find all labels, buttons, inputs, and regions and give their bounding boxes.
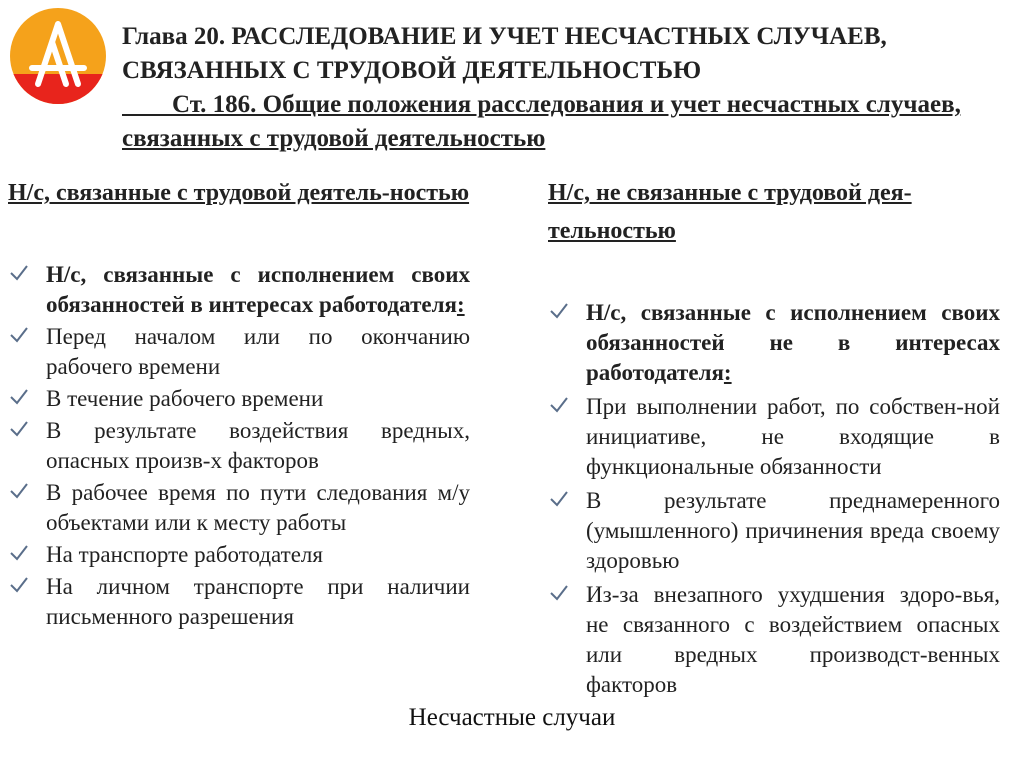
- list-item-text: В результате воздействия вредных, опасных произв-х факторов: [46, 418, 470, 473]
- list-item: [8, 260, 470, 320]
- list-item: [548, 486, 1000, 576]
- logo-icon: [8, 6, 108, 106]
- list-item-text: Перед началом или по окончанию рабочего времени: [46, 324, 470, 379]
- left-list: [8, 260, 470, 632]
- checkmark-icon: [8, 418, 30, 440]
- checkmark-icon: [8, 480, 30, 502]
- checkmark-icon: [8, 574, 30, 596]
- right-list: [548, 298, 1000, 700]
- right-column: [548, 174, 1000, 704]
- checkmark-icon: [548, 394, 570, 416]
- list-item-text: В рабочее время по пути следования м/у объектами или к месту работы: [46, 480, 470, 535]
- list-item: [8, 416, 470, 476]
- list-item: [548, 580, 1000, 700]
- left-column-heading: Н/с, связанные с трудовой деятель-ностью: [8, 180, 470, 206]
- list-item: [8, 384, 470, 414]
- list-item-text: При выполнении работ, по собствен-ной инициативе, не входящие в функциональные обязанности: [586, 394, 1000, 479]
- left-lead-colon: :: [456, 292, 465, 317]
- checkmark-icon: [8, 262, 30, 284]
- checkmark-icon: [548, 300, 570, 322]
- checkmark-icon: [8, 542, 30, 564]
- list-item-text: В течение рабочего времени: [46, 386, 324, 411]
- list-item-text: Из-за внезапного ухудшения здоро-вья, не связанного с воздействием опасных или вредных производст-венных факторов: [586, 582, 1000, 697]
- footer-caption: Несчастные случаи: [408, 704, 616, 731]
- list-item-text: В результате преднамеренного (умышленного) причинения вреда своему здоровью: [586, 488, 1000, 573]
- list-item: [548, 392, 1000, 482]
- article-subtitle: [122, 88, 1002, 156]
- checkmark-icon: [8, 386, 30, 408]
- list-item: [8, 540, 470, 570]
- right-lead-text: Н/с, связанные с исполнением своих обязанностей не в интересах работодателя: [586, 300, 1000, 385]
- right-lead-colon: :: [723, 360, 732, 385]
- list-item-text: На транспорте работодателя: [46, 542, 323, 567]
- left-lead-text: Н/с, связанные с исполнением своих обязанностей в интересах работодателя: [46, 262, 470, 317]
- article-subtitle-text: Ст. 186. Общие положения расследования и учет несчастных случаев, связанных с трудовой деятельностью: [122, 91, 961, 152]
- list-item: [8, 572, 470, 632]
- list-item: [8, 478, 470, 538]
- page-title: [122, 20, 1002, 156]
- checkmark-icon: [548, 582, 570, 604]
- list-item: [8, 322, 470, 382]
- checkmark-icon: [8, 324, 30, 346]
- list-item-text: На личном транспорте при наличии письменного разрешения: [46, 574, 470, 629]
- chapter-title: Глава 20. РАССЛЕДОВАНИЕ И УЧЕТ НЕСЧАСТНЫХ СЛУЧАЕВ, СВЯЗАННЫХ С ТРУДОВОЙ ДЕЯТЕЛЬНОСТЬЮ: [122, 23, 887, 84]
- right-column-heading: Н/с, не связанные с трудовой дея-тельностью: [548, 180, 912, 244]
- list-item: [548, 298, 1000, 388]
- checkmark-icon: [548, 488, 570, 510]
- left-column: [8, 174, 470, 634]
